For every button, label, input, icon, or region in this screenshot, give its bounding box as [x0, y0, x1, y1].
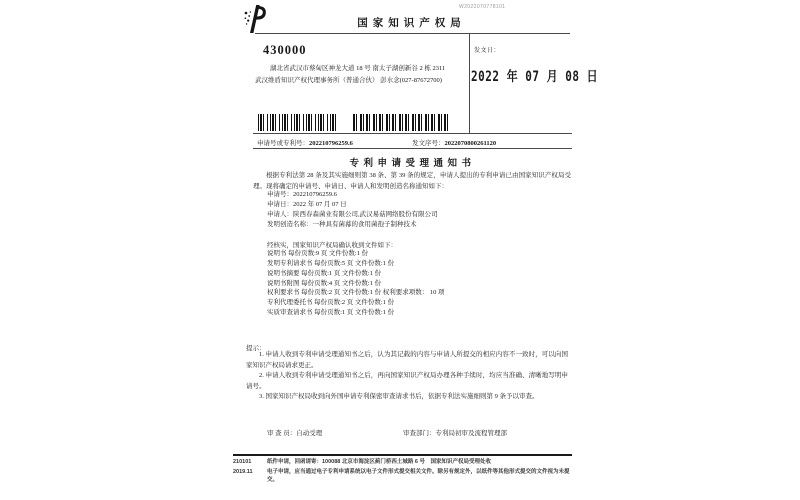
- serial-number-barcode: [353, 114, 450, 131]
- header-divider: [255, 33, 570, 34]
- serial-number-row: [412, 138, 496, 147]
- footer-electronic-instructions: 电子申请，应当通过电子专利申请系统以电子文件形式提交相关文件。除另有规定外，以纸件等其他形式提交的文件视为未提交。: [267, 468, 570, 483]
- footer-row-paper: [233, 458, 572, 467]
- tip-item: 3. 国家知识产权局收到向外国申请专利保密审查请求书后，依据专利法实施细则第 9 条予以审查。: [259, 393, 539, 400]
- reference-row-divider: [253, 148, 572, 149]
- tip-item: 1. 申请人收到专利申请受理通知书之后，认为其记载的内容与申请人所提交的相应内容不一致时，可以向国家知识产权局请求更正。: [246, 351, 568, 369]
- received-item: 说明书摘要 每份页数:1 页 文件份数:1 份: [267, 269, 382, 277]
- application-number-barcode: [258, 114, 338, 131]
- received-item: 专利代理委托书 每份页数:2 页 文件份数:1 份: [267, 299, 395, 307]
- application-number-row: [257, 138, 353, 147]
- application-number-value: 202210796259.6: [309, 140, 353, 147]
- agency-title: 国家知识产权局: [357, 18, 466, 29]
- department-label: 审查部门：: [403, 430, 436, 437]
- received-item: 权利要求书 每份页数:2 页 文件份数:1 份 权利要求项数： 10 项: [267, 289, 445, 297]
- examiner-label: 审 查 员：: [267, 430, 297, 437]
- notice-intro: 根据专利法第 28 条及其实施细则第 38 条、第 39 条的规定，申请人提出的专利申请已由国家知识产权局受理。现将确定的申请号、申请日、申请人和发明创造名称通知如下：: [253, 172, 571, 191]
- notice-title: 专利申请受理通知书: [349, 159, 476, 169]
- tips-heading: 提示：: [246, 345, 266, 352]
- received-item: 实质审查请求书 每份页数:1 页 文件份数:1 份: [267, 309, 395, 317]
- examiner-row: [267, 428, 322, 437]
- serial-number-label: 发文序号：: [412, 140, 445, 147]
- serial-number-value: 2022070800261120: [444, 140, 497, 147]
- application-fields: [267, 190, 438, 230]
- footer-revision-date: 2019.11: [233, 468, 253, 475]
- footer-rule: [233, 454, 572, 456]
- received-item: 说明书 每份页数:9 页 文件份数:1 份: [267, 250, 369, 257]
- field-application-number: 申请号：202210796259.6: [267, 191, 337, 198]
- issue-date-value: 2022 年 07 月 08 日: [471, 68, 599, 85]
- field-invention-title: 发明创造名称：一种具有菌幕的食用菌孢子制种技术: [267, 221, 417, 229]
- print-code: W2022070778101: [459, 4, 506, 10]
- postal-code: 430000: [263, 43, 307, 57]
- field-filing-date: 申请日：2022 年 07 月 07 日: [267, 201, 347, 209]
- issue-box-divider: [469, 33, 470, 133]
- recipient-agent: 武汉维盾知识产权代理事务所（普通合伙） 彭水念(027-87672700): [255, 77, 442, 84]
- department-row: [403, 428, 507, 437]
- footer-form-code: 210101: [233, 459, 252, 465]
- tip-item: 2. 申请人收到专利申请受理通知书之后，再向国家知识产权局办理各种手续时，均应当准确、清晰地写明申请号。: [246, 372, 568, 390]
- footer-row-electronic: [233, 468, 572, 485]
- received-document-list: [267, 249, 445, 318]
- footer-paper-instructions: 纸件申请，回函请寄：100088 北京市海淀区蓟门桥西土城路 6 号 国家知识产权局受理处收: [267, 459, 491, 465]
- recipient-address: 湖北省武汉市蔡甸区神龙大道 18 号 南太子湖创新谷 2 栋 2311: [270, 65, 446, 72]
- examiner-value: 自动受理: [296, 430, 323, 437]
- tips-list: [246, 350, 568, 403]
- received-heading: 经核实，国家知识产权局确认收到文件如下：: [267, 242, 397, 249]
- department-value: 专利局初审及流程管理部: [435, 430, 507, 437]
- application-number-label: 申请号或专利号：: [257, 140, 309, 147]
- footer: [233, 458, 572, 486]
- field-applicants: 申请人：陕西春森菌业有限公司,武汉易菇网络股份有限公司: [267, 211, 438, 219]
- received-item: 说明书附图 每份页数:4 页 文件份数:1 份: [267, 279, 382, 287]
- address-block-divider: [253, 133, 572, 134]
- received-item: 发明专利请求书 每份页数:5 页 文件份数:1 份: [267, 259, 395, 267]
- issue-date-label: 发文日：: [474, 48, 501, 54]
